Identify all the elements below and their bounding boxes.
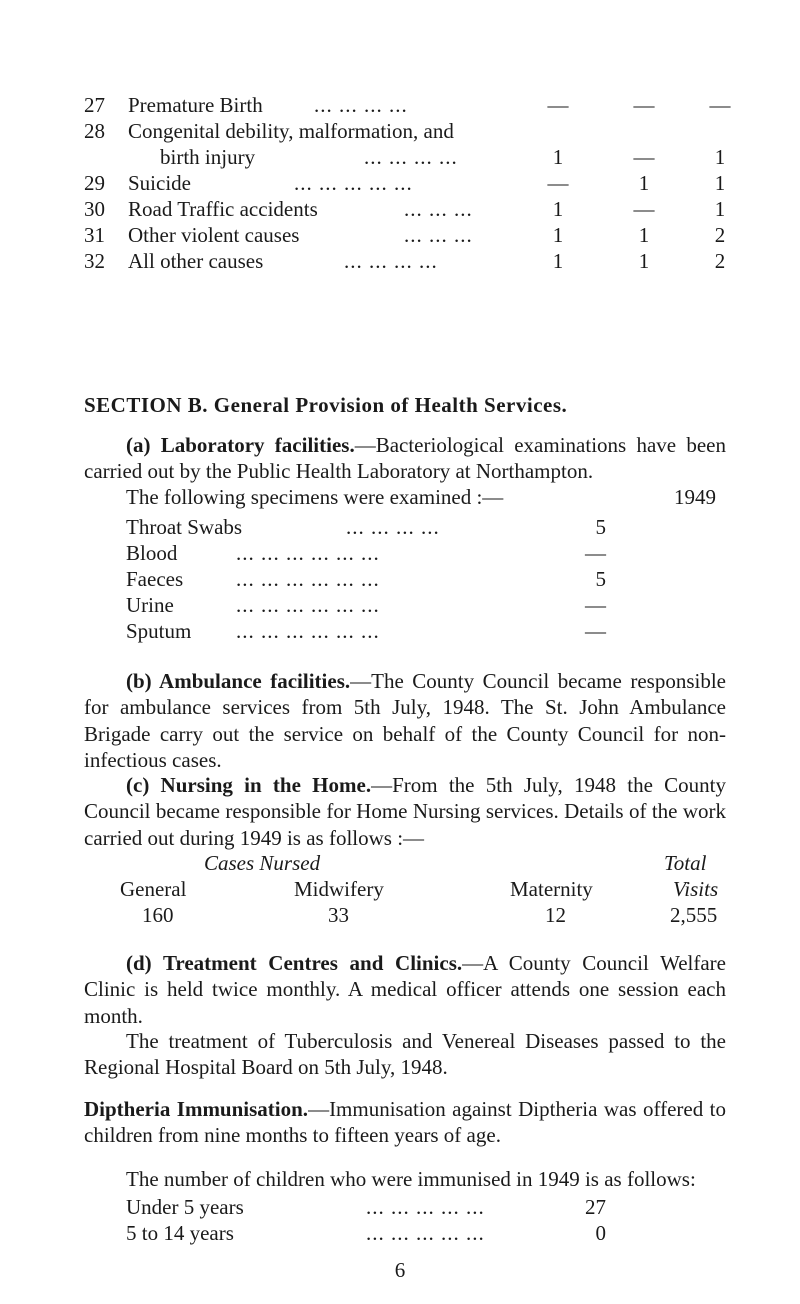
cause-number: 29 <box>84 171 105 195</box>
leader-dots: ... ... ... ... ... ... <box>236 567 380 591</box>
cause-row <box>84 222 724 248</box>
cause-number: 31 <box>84 223 105 247</box>
diphtheria-heading: Diptheria Immunisation. <box>84 1097 309 1121</box>
list-item <box>126 592 606 618</box>
cause-value-col2: 1 <box>638 223 650 247</box>
maternity-value: 12 <box>545 903 566 927</box>
cause-label: Road Traffic accidents <box>128 197 318 221</box>
treatment-text: —A County Council Welfare Clinic is held twice monthly. A medical officer attends one session each month. <box>84 951 726 1028</box>
specimen-count: — <box>585 541 606 565</box>
diphtheria-text: —Immunisation against Diptheria was offered to children from nine months to fifteen years of age. <box>84 1097 726 1148</box>
laboratory-paragraph <box>84 432 726 485</box>
cause-label: All other causes <box>128 249 264 273</box>
leader-dots: ... ... ... <box>404 197 473 221</box>
cause-label: Other violent causes <box>128 223 300 247</box>
list-item <box>126 514 606 540</box>
cause-row <box>84 196 724 222</box>
cause-row <box>84 248 724 274</box>
cause-row <box>84 170 724 196</box>
total-visits-value: 2,555 <box>670 903 718 927</box>
immunised-intro: The number of children who were immunised in 1949 is as follows: <box>126 1167 696 1191</box>
specimens-year: 1949 <box>674 485 716 509</box>
cause-value-col2: — <box>633 145 655 169</box>
cause-value-col3: 1 <box>714 145 726 169</box>
laboratory-heading: (a) Laboratory facilities. <box>126 433 355 457</box>
specimen-count: 5 <box>595 515 606 539</box>
leader-dots: ... ... ... ... <box>314 93 408 117</box>
cause-number: 27 <box>84 93 105 117</box>
treatment-paragraph <box>84 950 726 1029</box>
cause-value-col1: 1 <box>552 145 564 169</box>
specimen-label: Blood <box>126 541 178 565</box>
cause-row <box>84 144 724 170</box>
cause-value-col2: 1 <box>638 249 650 273</box>
specimen-label: Faeces <box>126 567 184 591</box>
leader-dots: ... ... ... ... ... ... <box>236 593 380 617</box>
cause-value-col1: — <box>547 171 569 195</box>
leader-dots: ... ... ... ... ... <box>294 171 413 195</box>
specimen-count: 5 <box>595 567 606 591</box>
leader-dots: ... ... ... <box>404 223 473 247</box>
specimen-label: Sputum <box>126 619 192 643</box>
leader-dots: ... ... ... ... <box>346 515 440 539</box>
leader-dots: ... ... ... ... ... ... <box>236 541 380 565</box>
age-group-label: 5 to 14 years <box>126 1221 234 1245</box>
cause-value-col1: 1 <box>552 249 564 273</box>
cause-value-col3: — <box>709 93 731 117</box>
midwifery-header: Midwifery <box>294 877 384 901</box>
specimen-label: Throat Swabs <box>126 515 243 539</box>
ambulance-text: —The County Council became responsible for ambulance services from 5th July, 1948. The St. John Ambulance Brigade carry out the service on behalf of the County Council for non-infectious cases. <box>84 669 726 772</box>
cause-label: Premature Birth <box>128 93 263 117</box>
treatment-heading: (d) Treatment Centres and Clinics. <box>126 951 463 975</box>
leader-dots: ... ... ... ... ... ... <box>236 619 380 643</box>
cause-row <box>84 118 724 144</box>
nursing-text: —From the 5th July, 1948 the County Council became responsible for Home Nursing services. Details of the work carried out during 1949 is as follows :— <box>84 773 726 850</box>
ambulance-heading: (b) Ambulance facilities. <box>126 669 351 693</box>
nursing-paragraph <box>84 772 726 851</box>
cause-value-col1: 1 <box>552 197 564 221</box>
midwifery-value: 33 <box>328 903 349 927</box>
cases-nursed-header: Cases Nursed <box>204 851 321 875</box>
specimens-intro-row <box>126 484 726 510</box>
general-header: General <box>120 877 187 901</box>
specimen-label: Urine <box>126 593 174 617</box>
laboratory-text: —Bacteriological examinations have been carried out by the Public Health Laboratory at Northampton. <box>84 433 726 484</box>
list-item <box>126 618 606 644</box>
nursing-heading: (c) Nursing in the Home. <box>126 773 372 797</box>
visits-header: Visits <box>673 877 719 901</box>
treatment-paragraph-2: The treatment of Tuberculosis and Venereal Diseases passed to the Regional Hospital Board on 5th July, 1948. <box>84 1029 726 1080</box>
diphtheria-paragraph <box>84 1096 726 1149</box>
cause-row <box>84 92 731 118</box>
total-header: Total <box>664 851 707 875</box>
specimens-intro: The following specimens were examined :— <box>126 485 504 509</box>
cause-value-col3: 1 <box>714 197 726 221</box>
cause-label: Suicide <box>128 171 191 195</box>
cause-value-col1: — <box>547 93 569 117</box>
leader-dots: ... ... ... ... ... <box>366 1195 485 1219</box>
general-value: 160 <box>142 903 174 927</box>
immunised-count: 27 <box>585 1195 606 1219</box>
cause-label: Congenital debility, malformation, and <box>128 119 454 143</box>
cause-number: 30 <box>84 197 105 221</box>
specimen-count: — <box>585 593 606 617</box>
leader-dots: ... ... ... ... <box>344 249 438 273</box>
cause-value-col1: 1 <box>552 223 564 247</box>
cause-number: 28 <box>84 119 105 143</box>
leader-dots: ... ... ... ... <box>364 145 458 169</box>
cause-value-col3: 2 <box>714 249 726 273</box>
leader-dots: ... ... ... ... ... <box>366 1221 485 1245</box>
cause-value-col2: — <box>633 197 655 221</box>
section-heading: SECTION B. General Provision of Health Services. <box>84 393 568 417</box>
cause-value-col2: — <box>633 93 655 117</box>
immunised-count: 0 <box>595 1221 606 1245</box>
page-number: 6 <box>394 1258 406 1282</box>
ambulance-paragraph <box>84 668 726 773</box>
specimen-count: — <box>585 619 606 643</box>
cause-value-col3: 2 <box>714 223 726 247</box>
age-group-label: Under 5 years <box>126 1195 244 1219</box>
list-item <box>126 540 606 566</box>
maternity-header: Maternity <box>510 877 593 901</box>
cause-number: 32 <box>84 249 105 273</box>
cause-value-col3: 1 <box>714 171 726 195</box>
cause-value-col2: 1 <box>638 171 650 195</box>
list-item <box>126 566 606 592</box>
list-item <box>126 1194 626 1220</box>
list-item <box>126 1220 626 1246</box>
cause-label: birth injury <box>160 145 256 169</box>
